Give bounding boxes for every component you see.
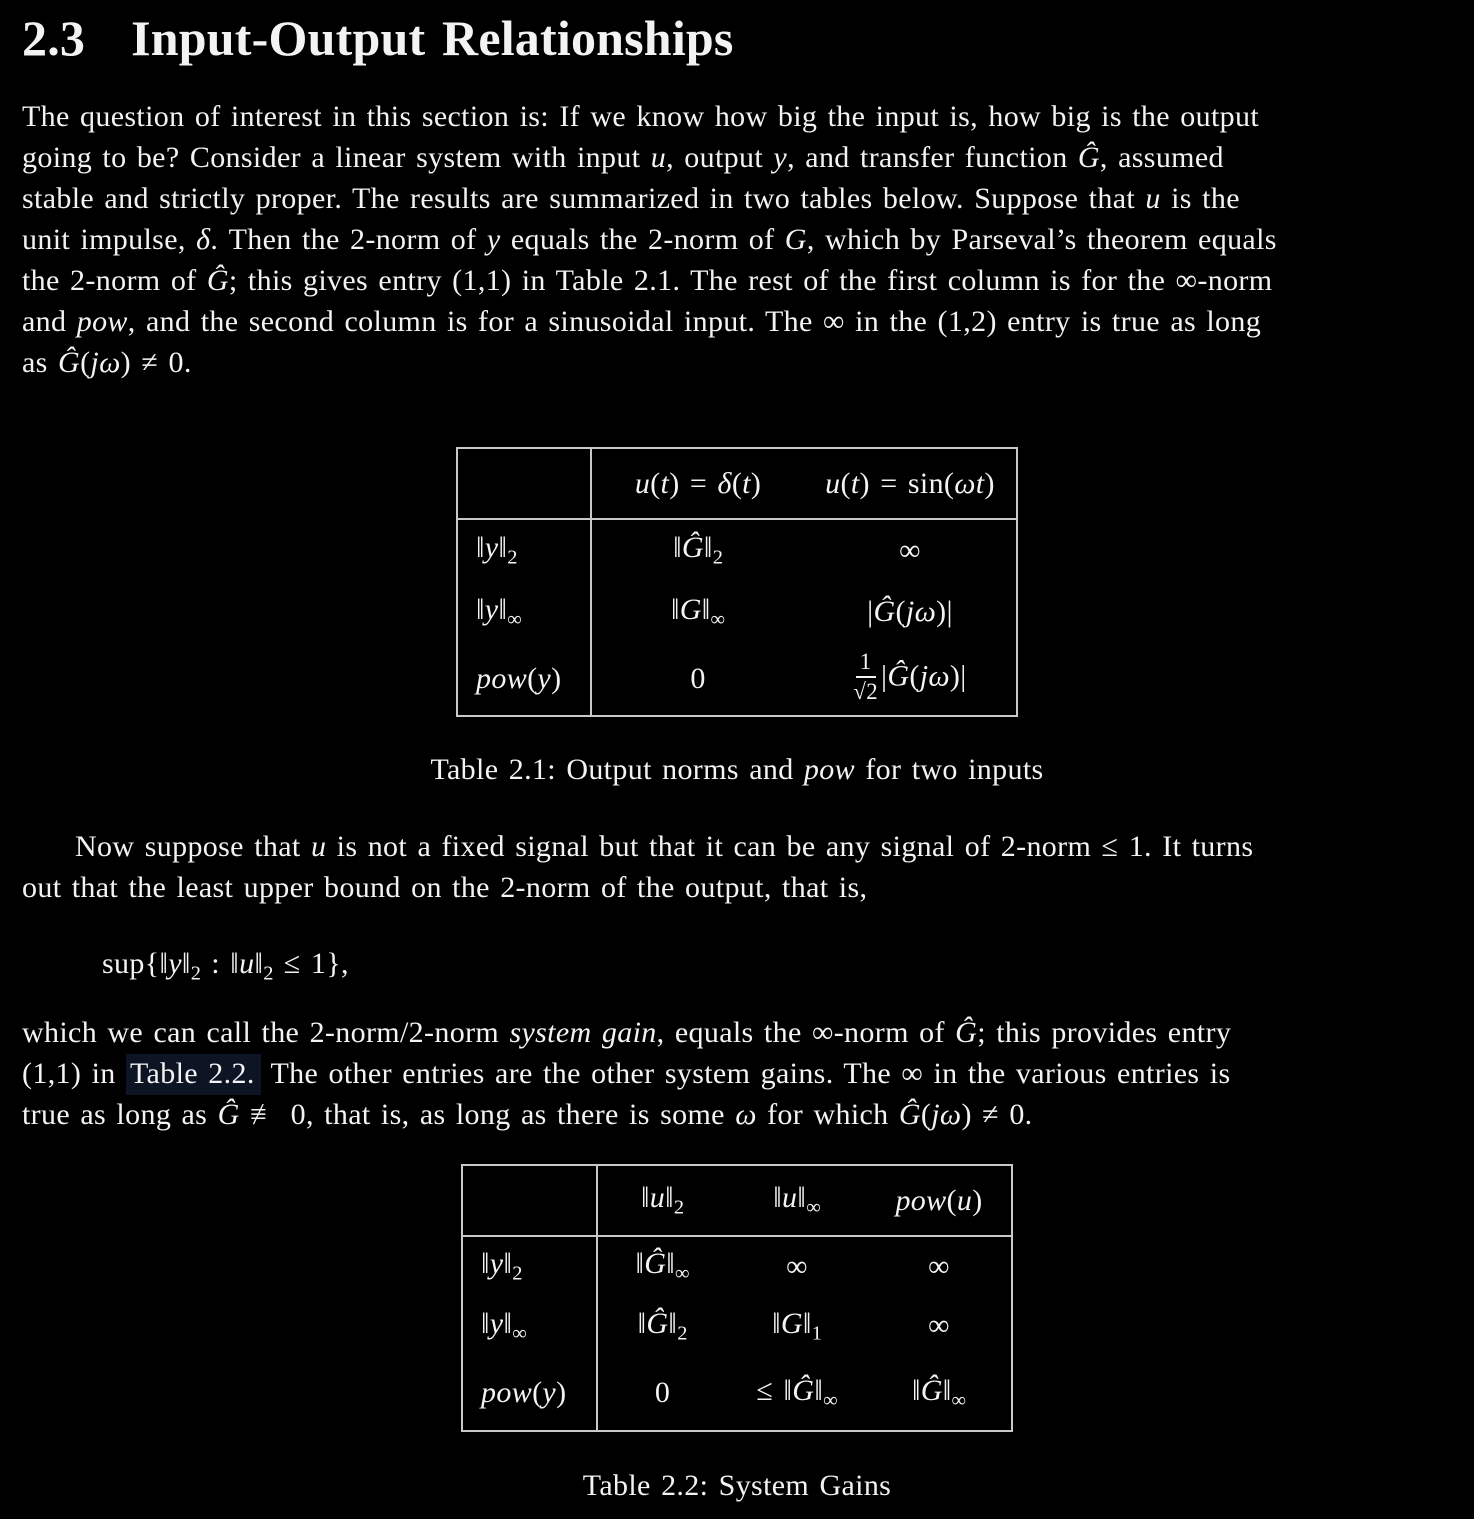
table-2-1-wrapper — [22, 447, 1452, 717]
paragraph-line: going to be? Consider a linear system with input u, output y, and transfer function Ĝ, assumed — [22, 141, 1224, 174]
table-cell: 0 — [654, 1376, 671, 1409]
table-cell: ∞ — [899, 533, 921, 567]
table-cell: ∞ — [928, 1309, 950, 1342]
paragraph-1 — [22, 96, 1452, 383]
table-row — [462, 1296, 1012, 1356]
table-header-cell — [457, 448, 591, 519]
table-2-1-caption: Table 2.1: Output norms and pow for two inputs — [430, 753, 1044, 786]
table-cell: |Ĝ(jω)| — [867, 595, 953, 628]
paragraph-line: The question of interest in this section is: If we know how big the input is, how big is the output — [22, 100, 1260, 133]
table-cell: $‖Ĝ‖_\infty$ — [911, 1373, 967, 1412]
table-header-cell: $‖u‖_2$ — [597, 1165, 727, 1236]
table-row — [462, 1356, 1012, 1431]
table-row — [457, 581, 1017, 643]
paragraph-line: out that the least upper bound on the 2-norm of the output, that is, — [22, 871, 868, 904]
table-row — [457, 519, 1017, 581]
paragraph-line: (1,1) in Table 2.2. The other entries are the other system gains. The ∞ in the various entries is — [22, 1053, 1452, 1094]
table-cell: ∞ — [786, 1249, 808, 1283]
table-2-2-link[interactable]: Table 2.2. — [126, 1054, 261, 1095]
table-cell: pow(y) — [457, 643, 591, 716]
fraction: $\frac{1}{√2}$ — [853, 649, 878, 704]
table-2-2-wrapper — [22, 1164, 1452, 1432]
table-cell: $‖Ĝ‖_\infty$ — [635, 1247, 690, 1285]
table-row — [457, 448, 1017, 519]
paragraph-line: as Ĝ(jω) ≠ 0. — [22, 346, 192, 379]
table-cell: pow(y) — [462, 1356, 597, 1431]
table-2-1 — [456, 447, 1018, 717]
table-cell: $‖Ĝ‖_2$ — [637, 1306, 688, 1345]
paragraph-2 — [22, 826, 1452, 908]
table-cell: $‖Ĝ‖_2$ — [673, 531, 723, 569]
table-row — [462, 1236, 1012, 1296]
table-2-2-caption: Table 2.2: System Gains — [582, 1469, 892, 1502]
paragraph-line: unit impulse, δ. Then the 2-norm of y equals the 2-norm of G, which by Parseval’s theorem equals — [22, 223, 1277, 256]
table-2-2 — [461, 1164, 1013, 1432]
table-header-cell — [462, 1165, 597, 1236]
table-cell: $‖G‖_1$ — [772, 1306, 822, 1345]
table-row — [457, 643, 1017, 716]
table-header-cell: $‖u‖_\infty$ — [727, 1165, 867, 1236]
table-cell: $‖y‖_2$ — [457, 519, 591, 581]
section-heading — [22, 0, 1452, 66]
section-number: 2.3 — [22, 10, 86, 66]
table-cell: ≤ $‖Ĝ‖_\infty$ — [756, 1373, 838, 1412]
table-cell: $‖y‖_2$ — [462, 1236, 597, 1296]
table-header-cell: u(t) = sin(ωt) — [804, 448, 1017, 519]
table-cell: ∞ — [928, 1249, 950, 1283]
paragraph-line: stable and strictly proper. The results are summarized in two tables below. Suppose that u is the — [22, 182, 1240, 215]
paragraph-line: the 2-norm of Ĝ; this gives entry (1,1) in Table 2.1. The rest of the first column is for the ∞-norm — [22, 264, 1273, 297]
table-cell: 0 — [690, 662, 706, 695]
paragraph-line: Now suppose that u is not a fixed signal but that it can be any signal of 2-norm ≤ 1. It turns — [75, 830, 1254, 863]
table-header-cell: u(t) = δ(t) — [591, 448, 804, 519]
table-header-cell: pow(u) — [867, 1165, 1012, 1236]
table-row — [462, 1165, 1012, 1236]
table-cell: $‖y‖_\infty$ — [457, 581, 591, 643]
table-cell: $‖G‖_\infty$ — [670, 592, 726, 631]
paragraph-line: which we can call the 2-norm/2-norm system gain, equals the ∞-norm of Ĝ; this provides entry — [22, 1016, 1232, 1049]
paragraph-3 — [22, 1012, 1452, 1135]
section-title: Input-Output Relationships — [131, 10, 734, 66]
table-cell: $‖y‖_\infty$ — [462, 1296, 597, 1356]
paragraph-line: and pow, and the second column is for a sinusoidal input. The ∞ in the (1,2) entry is true as long — [22, 305, 1262, 338]
equation: $sup\{‖y‖_2$ : $‖u‖_2 \le 1$}, — [102, 947, 349, 985]
paragraph-line: true as long as Ĝ ≢ 0, that is, as long as there is some ω for which Ĝ(jω) ≠ 0. — [22, 1098, 1033, 1131]
table-cell: $\frac{1}{√2}$ |Ĝ(jω)| — [853, 649, 967, 704]
